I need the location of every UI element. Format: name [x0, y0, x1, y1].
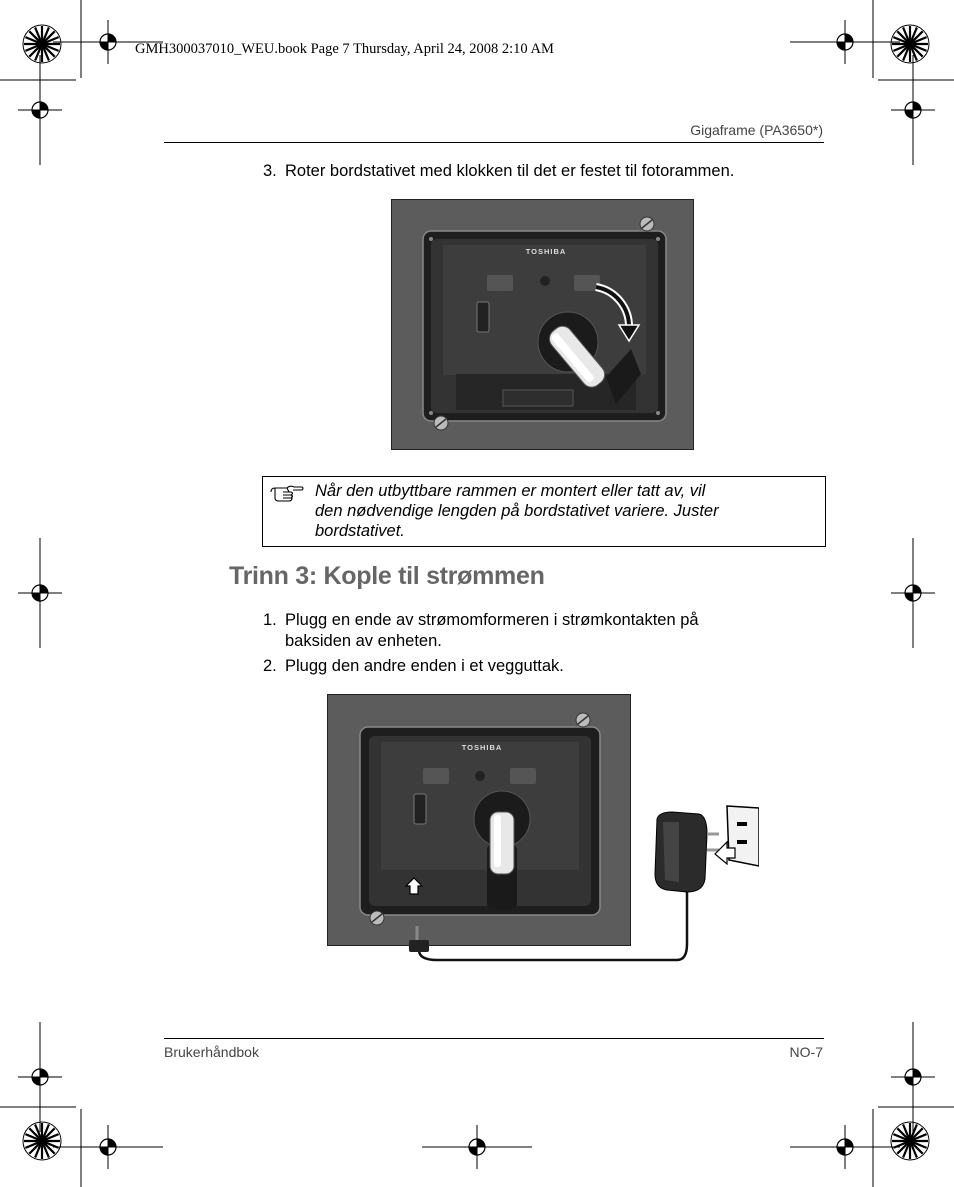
step-text: Plugg den andre enden i et vegguttak. [285, 657, 564, 675]
step-2 [263, 656, 823, 677]
note-line: Når den utbyttbare rammen er montert eller tatt av, vil [315, 482, 706, 500]
step-number: 1. [263, 611, 277, 629]
step-number: 2. [263, 657, 277, 675]
note-line: bordstativet. [315, 522, 405, 540]
note-line: den nødvendige lengden på bordstativet variere. Juster [315, 502, 719, 520]
step-number: 3. [263, 162, 277, 180]
footer-page-number: NO-7 [789, 1044, 823, 1060]
print-slug-line: GMH300037010_WEU.book Page 7 Thursday, April 24, 2008 2:10 AM [135, 41, 554, 57]
note-box [262, 476, 826, 547]
section-heading: Trinn 3: Kople til strømmen [229, 562, 545, 590]
footer-left: Brukerhåndbok [164, 1044, 259, 1060]
step-line: Plugg en ende av strømomformeren i strømkontakten på [285, 611, 699, 629]
toshiba-logo: TOSHIBA [461, 743, 503, 752]
figure-power-connection [327, 694, 759, 963]
figure-rotate-stand [391, 199, 694, 450]
toshiba-logo: TOSHIBA [525, 247, 567, 256]
step-3 [263, 161, 823, 182]
note-text [315, 481, 795, 541]
step-line: baksiden av enheten. [285, 632, 442, 650]
step-text: Roter bordstativet med klokken til det er festet til fotorammen. [285, 162, 735, 180]
step-text [285, 610, 699, 652]
header-rule [164, 142, 824, 143]
step-1 [263, 610, 823, 652]
footer-rule [164, 1038, 824, 1039]
running-header-title: Gigaframe (PA3650*) [690, 122, 823, 138]
pointing-hand-icon [269, 483, 305, 503]
